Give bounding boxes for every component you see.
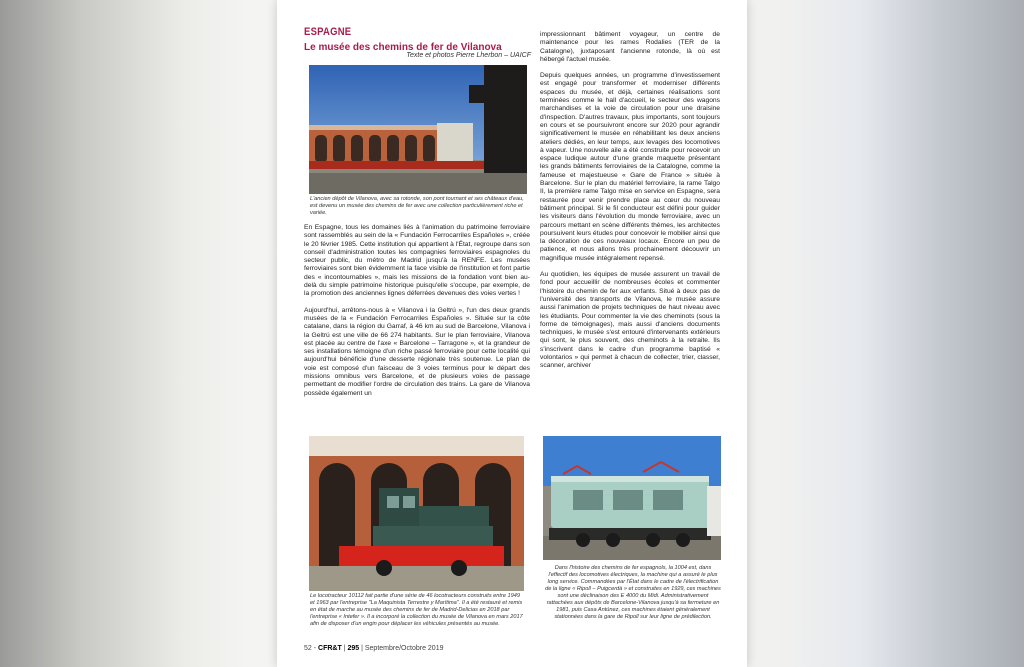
issue-date: Septembre/Octobre 2019 [364, 645, 444, 652]
paragraph: Au quotidien, les équipes de musée assurent un travail de fond pour accueillir de nombreuses écoles et commenter l'histoire du chemin de fer aux enfants. Situé à deux pas de l'université des transports de Vilanova, le musée assure aussi l'animation de projets techniques de haut niveau avec les étudiants. Pour commenter la vie des cheminots (sous la forme de témoignages), mais aussi d'anciens documents techniques, le musée s'est entouré d'intervenants extérieurs qui sont, le plus souvent, des cheminots à la retraite. Ils s'inscrivent dans le cadre d'un programme baptisé « volontarios » qui permet à chacun de collecter, trier, classer, scanner, archiver [540, 271, 720, 370]
body-right [540, 31, 720, 379]
page-footer: 52 - CFR&T | 295 | Septembre/Octobre 2019 [304, 645, 444, 652]
magazine-page [277, 0, 747, 667]
paragraph: impressionnant bâtiment voyageur, un centre de maintenance pour les rames Rodalies (TER de la Catalogne), juxtaposant l'ancienne rotonde, là où est hébergé l'actuel musée. [540, 31, 720, 63]
photo-locotracteur-caption: Le locotracteur 10112 fait partie d'une série de 46 locotracteurs construits entre 1949 et 1963 par l'entreprise "La Maquinista Terrestre y Marítima". Il a été restauré et remis en état de marche au musée des chemins de fer de Madrid-Delicias en 2018 par l'entreprise « Intefer ». Il a incorporé la collection du musée de Vilanova en mars 2017 afin de disposer d'un engin pour déplacer les véhicules présentés au musée. [310, 593, 523, 627]
photo-locotracteur [309, 436, 524, 591]
section-heading: ESPAGNE [304, 26, 352, 38]
paragraph: En Espagne, tous les domaines liés à l'animation du patrimoine ferroviaire sont rassemblés au sein de la « Fundación Ferrocarriles Españoles », créée le 20 février 1985. Cette institution qui appartient à l'État, regroupe dans son conseil d'administration toutes les compagnies ferroviaires espagnoles du secteur public, du métro de Madrid jusqu'à la RENFE. Les musées ferroviaires sont bien évidemment la face visible de l'institution et font partie des « incontournables », mais les missions de la fondation vont bien au-delà du simple patrimoine historique puisqu'elle s'occupe, par exemple, de la promotion des anciennes lignes déferrées devenues des voies vertes ! [304, 224, 530, 298]
issue-number: 295 [347, 645, 360, 652]
photo-electric-locomotive-caption: Dans l'histoire des chemins de fer espagnols, la 1004 est, dans l'effectif des locomotives électriques, la machine qui a assuré le plus long service. Commandées par l'État dans le cadre de l'électrification de la ligne « Ripoll – Puigcerdà » et construites en 1929, ces machines sont une déclinaison des E 4000 du Midi. Administrativement rattachées aux dépôts de Barcelone-Vilanova jusqu'à sa fermeture en 1981, puis Casa Antúnez, ces machines étaient généralement stationnées dans la gare de Ripoll sur leur ligne de prédilection. [545, 565, 721, 620]
paragraph: Aujourd'hui, arrêtons-nous à « Vilanova i la Geltrú », l'un des deux grands musées de la « Fundación Ferrocarriles Españoles ». Située sur la côte catalane, dans la région du Garraf, à 46 km au sud de Barcelone, Vilanova i la Geltrú est une ville de 66 274 habitants. Sur le plan ferroviaire, Vilanova est placée au centre de l'axe « Barcelone – Tarragone », et la grandeur de ses installations témoigne d'un riche passé ferroviaire pour cette localité qui aujourd'hui bénéficie d'une desserte régionale très soutenue. Le plan de voie est composé d'un faisceau de 3 voies terminus pour le départ des missions omnibus vers Barcelone, et de plusieurs voies de passage permettant de modifier l'ordre de circulation des trains. La gare de Vilanova possède également un [304, 306, 530, 397]
body-left [304, 224, 530, 406]
photo-roundhouse [309, 65, 527, 194]
article-title: Le musée des chemins de fer de Vilanova [304, 42, 502, 53]
byline: Texte et photos Pierre Lherbon – UAICF [406, 52, 531, 59]
photo-electric-locomotive [543, 436, 721, 560]
photo-roundhouse-caption: L'ancien dépôt de Vilanova, avec sa rotonde, son pont tournant et ses châteaux d'eau, est devenu un musée des chemins de fer avec une collection particulièrement riche et variée. [310, 196, 524, 216]
page-number: 52 [304, 645, 312, 652]
magazine-name: CFR&T [318, 645, 342, 652]
paragraph: Depuis quelques années, un programme d'investissement est engagé pour transformer et moderniser différents espaces du musée, et déjà, certaines réalisations sont terminées comme le hall d'accueil, le secteur des wagons marchandises et la voie de circulation pour une draisine d'inspection. D'autres travaux, plus importants, sont toujours en cours et se poursuivront encore sur 2020 pour agrandir significativement le musée en réhabilitant les deux anciens ateliers dédiés, en leur temps, aux levages des locomotives à vapeur. Une nouvelle aile a été construite pour recevoir un espace ludique autour d'une grande maquette présentant les grands bâtiments ferroviaires de la Catalogne, comme la fameuse et majestueuse « Gare de France » située à Barcelone. Sur le plan du matériel ferroviaire, la rame Talgo II, la première rame Talgo mise en service en Espagne, sera restaurée pour venir prendre place au cœur du nouveau bâtiment principal. Si le fil conducteur est défini pour guider les visiteurs dans l'évolution du monde ferroviaire, avec un parcours mettant en scène différents thèmes, les architectes poursuivent leurs études pour concevoir le mobilier ainsi que la décoration de ces nouveaux locaux. Encore un peu de patience, et nous allons très prochainement découvrir un magnifique musée intégralement repensé. [540, 72, 720, 262]
